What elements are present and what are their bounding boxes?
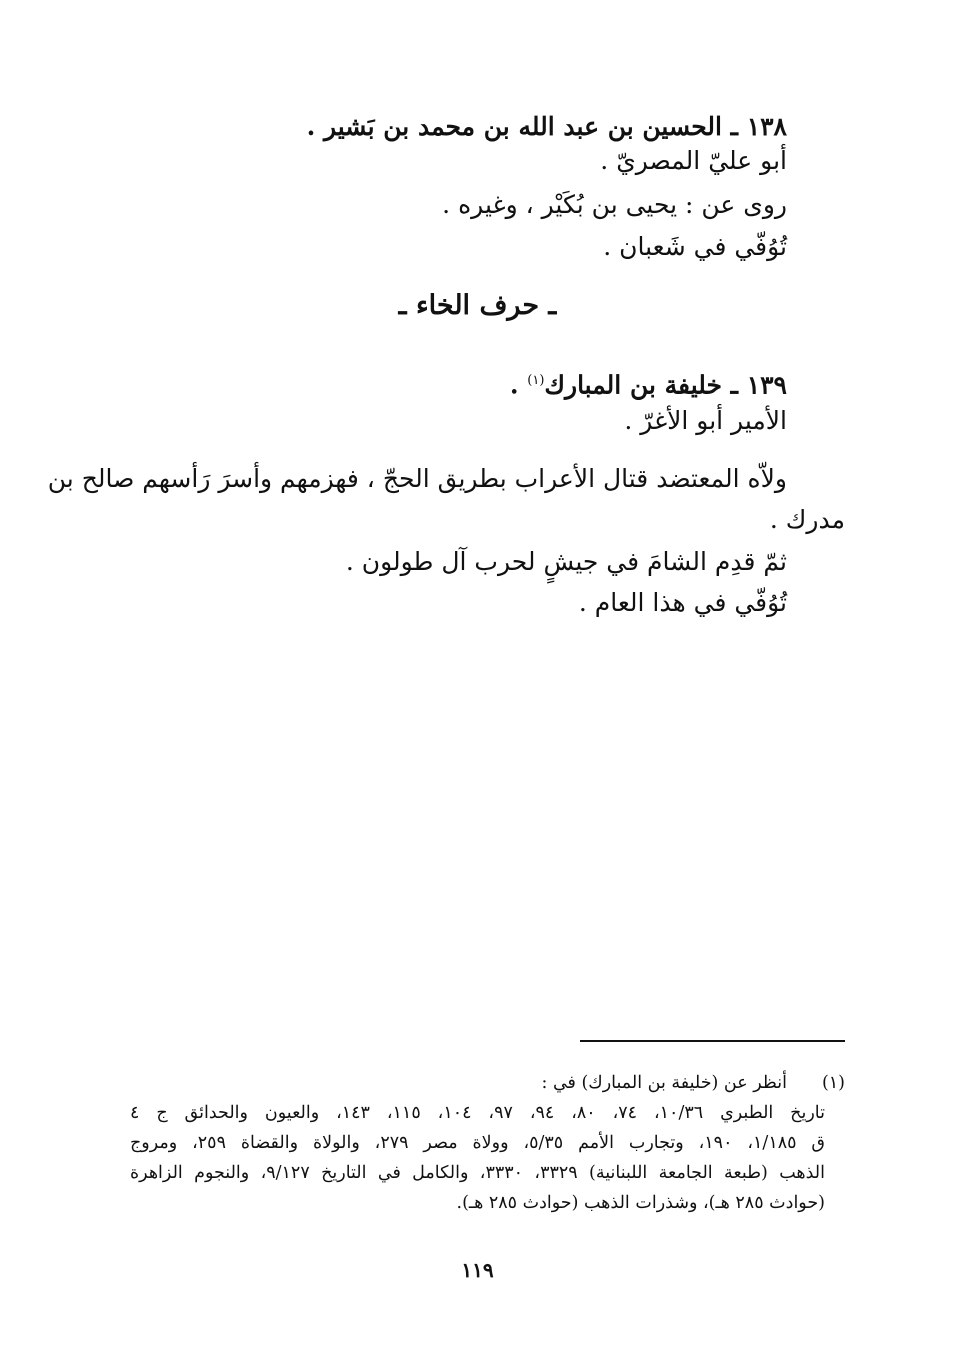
- entry-139-line: تُوُفّي في هذا العام .: [578, 588, 787, 617]
- entry-139-line: ولاّه المعتضد قتال الأعراب بطريق الحجّ ، فهزمهم وأسرَ رَأسهم صالح بن: [47, 464, 787, 493]
- entry-138-line: أبو عليّ المصريّ .: [600, 146, 787, 175]
- footnote-rule: [580, 1040, 845, 1042]
- footnote-label: (١): [821, 1073, 845, 1093]
- entry-139-title: [510, 364, 787, 402]
- entry-139-title-text: ١٣٩ ـ خليفة بن المبارك: [544, 370, 787, 400]
- footnote-line: ق ١/١٨٥، ١٩٠، وتجارب الأمم ٥/٣٥، وولاة مصر ٢٧٩، والولاة والقضاة ٢٥٩، ومروج: [130, 1133, 825, 1153]
- footnote-line: (حوادث ٢٨٥ هـ)، وشذرات الذهب (حوادث ٢٨٥ هـ).: [456, 1193, 825, 1213]
- page-number: ١١٩: [461, 1258, 494, 1282]
- footnote-marker: (١): [527, 373, 545, 388]
- entry-139-line: ثمّ قدِم الشامَ في جيشٍ لحرب آل طولون .: [345, 547, 787, 576]
- entry-138-line: تُوُفّي في شَعبان .: [603, 232, 787, 261]
- entry-139-line: الأمير أبو الأغرّ .: [624, 406, 787, 435]
- entry-138-title: ١٣٨ ـ الحسين بن عبد الله بن محمد بن بَشير .: [306, 112, 787, 141]
- footnote-line: الذهب (طبعة الجامعة اللبنانية) ٣٣٢٩، ٣٣٣٠، والكامل في التاريخ ٩/١٢٧، والنجوم الزاهرة: [130, 1163, 826, 1183]
- entry-139-title-end: .: [509, 370, 528, 400]
- footnote-line: تاريخ الطبري ١٠/٣٦، ٧٤، ٨٠، ٩٤، ٩٧، ١٠٤، ١١٥، ١٤٣، والعيون والحدائق ج ٤: [130, 1103, 825, 1123]
- section-heading: ـ حرف الخاء ـ: [398, 290, 557, 321]
- entry-139-line: مدرك .: [769, 505, 845, 534]
- footnote-line: أنظر عن (خليفة بن المبارك) في :: [541, 1073, 787, 1093]
- entry-138-line: روى عن : يحيى بن بُكَيْر ، وغيره .: [442, 190, 787, 219]
